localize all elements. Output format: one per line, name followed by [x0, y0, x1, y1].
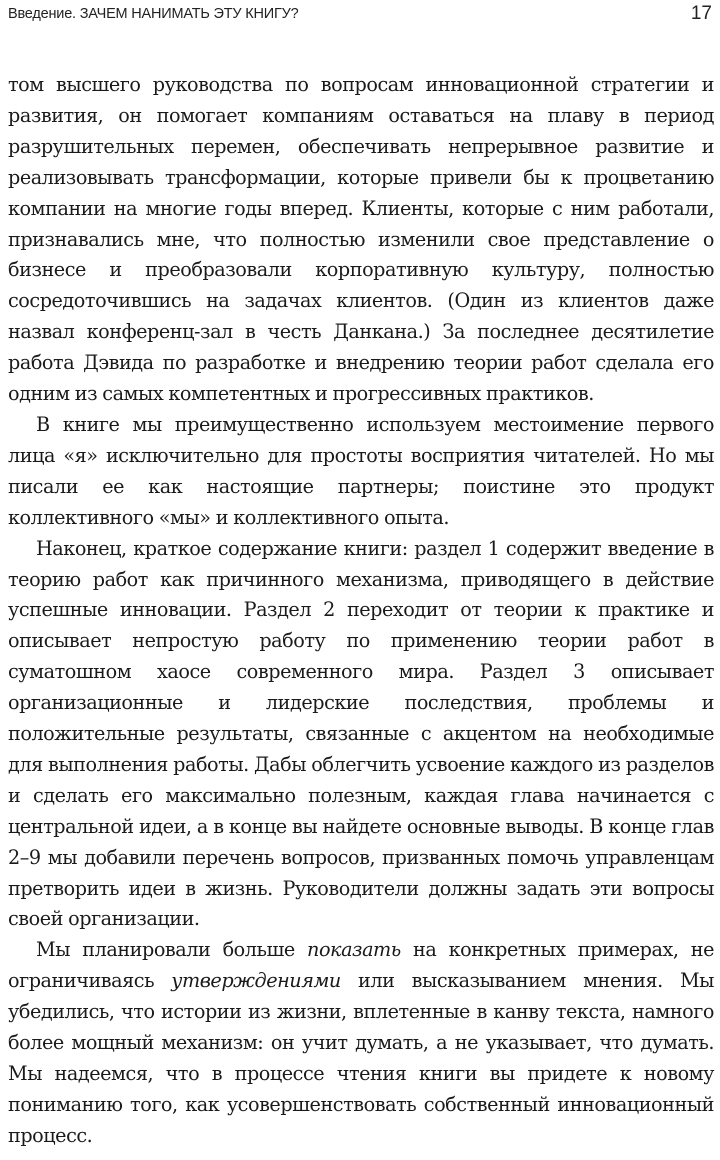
body-text [8, 70, 714, 1152]
paragraph-book-summary: Наконец, краткое содержание книги: раздел 1 содержит введение в теорию работ как причинного механизма, приводящего в действие успешные инновации. Раздел 2 переходит от теории к практике и описывает непростую работу по применению теории работ в суматошном хаосе современного мира. Раздел 3 описывает организационные и лидерские последствия, проблемы и положительные результаты, связанные с акцентом на необходимые для выполнения работы. Дабы облегчить усвоение каждого из разделов и сделать его максимально полезным, каждая глава начинается с центральной идеи, а в конце вы найдете основные выводы. В конце глав 2–9 мы добавили перечень вопросов, призванных помочь управленцам претворить идеи в жизнь. Руководители должны задать эти вопросы своей организации. [8, 536, 714, 931]
paragraph-continuation: том высшего руководства по вопросам инновационной стратегии и развития, он помогает компаниям оставаться на плаву в период разрушительных перемен, обеспечивать непрерывное развитие и реализовывать трансформации, которые привели бы к процветанию компании на многие годы вперед. Клиенты, которые с ним работали, признавались мне, что полностью изменили свое представление о бизнесе и преобразовали корпоративную культуру, полностью сосредоточившись на задачах клиентов. (Один из клиентов даже назвал конференц-зал в честь Данкана.) За последнее десятилетие работа Дэвида по разработке и внедрению теории работ сделала его одним из самых компетентных и прогрессивных практиков. [8, 73, 714, 406]
paragraph-text-part: или высказыванием мнения. Мы убедились, что истории из жизни, вплетенные в канву текста, намного более мощный механизм: он учит думать, а не указывает, что думать. Мы надеемся, что в процессе чтения книги вы придете к новому пониманию того, как усовершенствовать собственный инновационный процесс. [8, 969, 714, 1147]
running-header [0, 0, 720, 30]
paragraph-pronoun-note: В книге мы преимущественно используем местоимение первого лица «я» исключительно для простоты восприятия читателей. Но мы писали ее как настоящие партнеры; поистине это продукт коллективного «мы» и коллективного опыта. [8, 412, 714, 529]
paragraph-text-part: Мы планировали больше [36, 938, 308, 962]
paragraph-text-part: на конкретных примерах, не ограничиваясь [8, 938, 715, 993]
emphasis-statements: утверждениями [171, 969, 341, 993]
page-number: 17 [690, 3, 712, 24]
emphasis-show: показать [307, 938, 401, 962]
paragraph-examples [8, 935, 714, 1151]
chapter-running-title: Введение. ЗАЧЕМ НАНИМАТЬ ЭТУ КНИГУ? [8, 6, 299, 22]
